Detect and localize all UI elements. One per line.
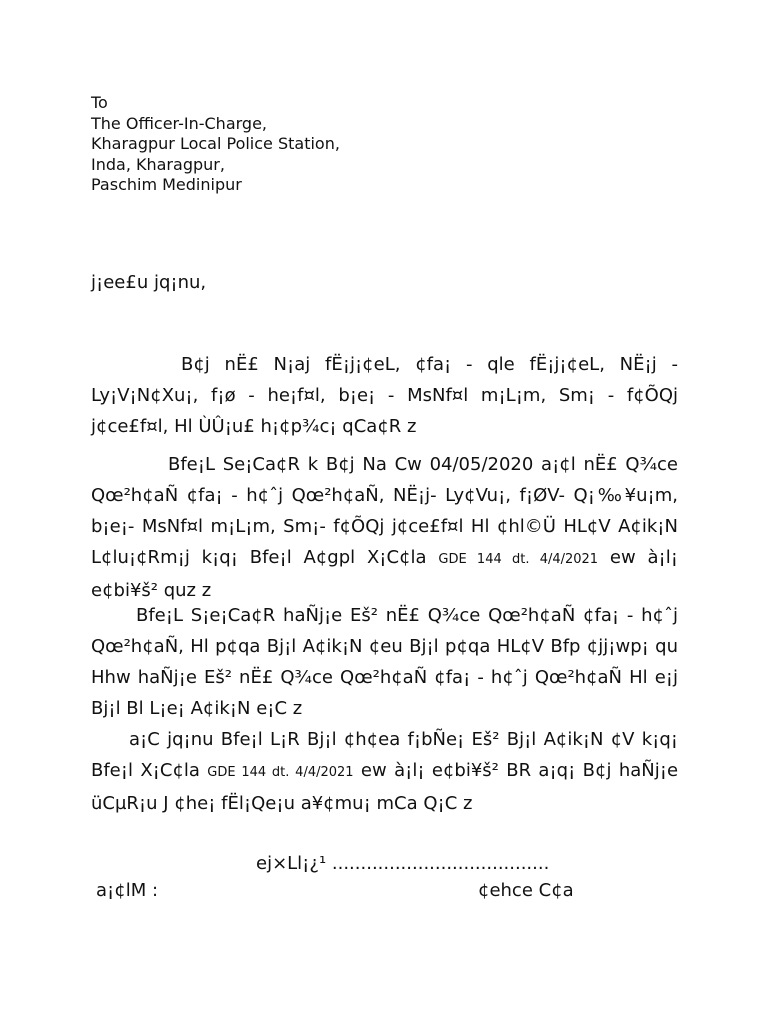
paragraph-4-ending: ew à¡l¡ e¢bi¥š² BR a¡q¡ B¢j haÑj¡e üCµR¡u J ¢he¡ fËl¡Qe¡u a¥¢mu¡ mCa Q¡C z bbox=[91, 760, 679, 814]
gde-reference: GDE 144 dt. 4/4/2021 bbox=[438, 552, 599, 567]
address-to: To bbox=[91, 93, 108, 112]
recipient-address bbox=[91, 93, 340, 196]
paragraph-4-text: a¡C jq¡nu Bfe¡l L¡R Bj¡l ¢h¢ea f¡bÑe¡ Eš² Bj¡l A¢ik¡N ¢V k¡q¡ Bfe¡l X¡C¢la bbox=[91, 729, 678, 781]
signature-line: ej×Ll¡¿¹ ...................................... bbox=[256, 853, 550, 874]
body-paragraph-3: Bfe¡L S¡e¡Ca¢R haÑj¡e Eš² nË£ Q¾ce Qœ²h¢aÑ ¢fa¡ - h¢ˆj Qœ²h¢aÑ, Hl p¢qa Bj¡l A¢ik¡N ¢eu Bj¡l p¢qa HL¢V Bfp ¢jj¡wp¡ qu Hhw haÑj¡e Eš² nË£ Q¾ce Qœ²h¢aÑ ¢fa¡ - h¢ˆj Qœ²h¢aÑ Hl e¡j Bj¡l Bl L¡e¡ A¢ik¡N e¡C z bbox=[91, 605, 678, 719]
paragraph-2-ending: ew à¡l¡ e¢bi¥š² quz z bbox=[91, 547, 678, 601]
address-line-officer: The Officer-In-Charge, bbox=[91, 113, 268, 133]
body-paragraph-2 bbox=[91, 449, 678, 606]
address-line-locality: Inda, Kharagpur, bbox=[91, 154, 225, 174]
gde-reference: GDE 144 dt. 4/4/2021 bbox=[207, 765, 354, 780]
date-label: a¡¢lM : bbox=[96, 880, 159, 901]
body-paragraph-4 bbox=[91, 724, 678, 819]
applicant-name-label: ¢ehce C¢a bbox=[478, 880, 574, 901]
address-line-station: Kharagpur Local Police Station, bbox=[91, 134, 340, 153]
paragraph-2-text: Bfe¡L Se¡Ca¢R k B¢j Na Cw 04/05/2020 a¡¢l nË£ Q¾ce Qœ²h¢aÑ ¢fa¡ - h¢ˆj Qœ²h¢aÑ, NË¡j- Ly¢Vu¡, f¡ØV- Q¡‰¥u¡m, b¡e¡- MsNf¤l m¡L¡m, Sm¡- f¢ÕQj j¢ce£f¤l Hl ¢hl©Ü HL¢V A¢ik¡N L¢lu¡¢Rm¡j k¡q¡ Bfe¡l A¢gpl X¡C¢la bbox=[91, 454, 678, 568]
salutation: j¡ee£u jq¡nu, bbox=[91, 272, 207, 293]
address-line-district: Paschim Medinipur bbox=[91, 175, 242, 194]
body-paragraph-1: B¢j nË£ N¡aj fË¡j¡¢eL, ¢fa¡ - qle fË¡j¡¢eL, NË¡j - Ly¡V¡N¢Xu¡, f¡ø - he¡f¤l, b¡e¡ - MsNf¤l m¡L¡m, Sm¡ - f¢ÕQj j¢ce£f¤l, Hl ÙÛ¡u£ h¡¢p¾c¡ qCa¢R z bbox=[91, 354, 678, 437]
